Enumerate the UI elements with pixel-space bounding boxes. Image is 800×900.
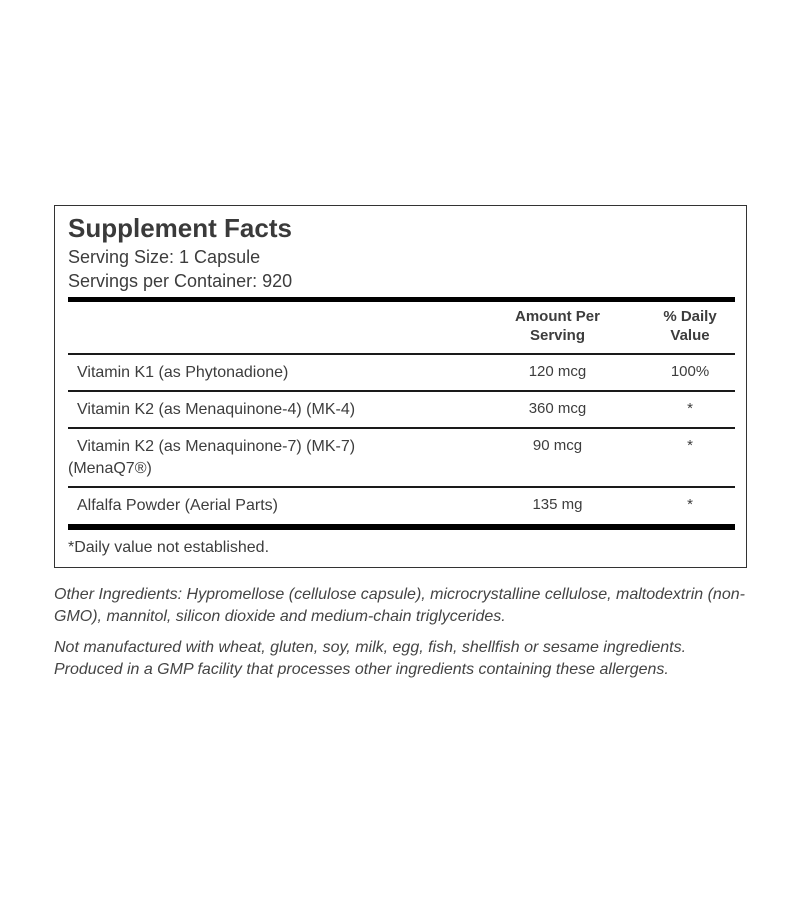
row-dv-vitamin-k2-mk7: *	[687, 437, 693, 454]
row-divider	[68, 390, 735, 392]
header-daily-value: % Daily Value	[663, 308, 717, 344]
row-name-vitamin-k2-mk4: Vitamin K2 (as Menaquinone-4) (MK-4)	[77, 401, 356, 418]
row-amount-vitamin-k1: 120 mcg	[528, 363, 587, 380]
daily-value-footnote: *Daily value not established.	[68, 539, 270, 556]
row-dv-alfalfa-powder: *	[687, 496, 693, 513]
header-amount-per-serving: Amount Per Serving	[514, 308, 600, 344]
row-dv-vitamin-k1: 100%	[670, 363, 710, 380]
row-amount-vitamin-k2-mk7: 90 mcg	[532, 437, 583, 454]
row-amount-vitamin-k2-mk4: 360 mcg	[528, 400, 587, 417]
serving-size: Serving Size: 1 Capsule	[68, 247, 261, 267]
row-name-vitamin-k2-mk7: Vitamin K2 (as Menaquinone-7) (MK-7) (MenaQ7®)	[68, 438, 356, 477]
header-divider	[68, 353, 735, 355]
row-divider	[68, 486, 735, 488]
facts-title: Supplement Facts	[68, 213, 292, 243]
allergen-statement: Not manufactured with wheat, gluten, soy, milk, egg, fish, shellfish or sesame ingredients. Produced in a GMP facility that processes other ingredients containing these allergens.	[54, 639, 687, 678]
thick-divider-bottom	[68, 524, 735, 530]
row-dv-vitamin-k2-mk4: *	[687, 400, 693, 417]
row-amount-alfalfa-powder: 135 mg	[532, 496, 583, 513]
other-ingredients: Other Ingredients: Hypromellose (cellulose capsule), microcrystalline cellulose, maltodextrin (non-GMO), mannitol, silicon dioxide and medium-chain triglycerides.	[54, 586, 745, 625]
row-name-alfalfa-powder: Alfalfa Powder (Aerial Parts)	[77, 497, 278, 514]
servings-per-container: Servings per Container: 920	[68, 271, 293, 291]
row-divider	[68, 427, 735, 429]
supplement-facts-panel	[54, 205, 747, 568]
thick-divider-top	[68, 297, 735, 302]
row-name-vitamin-k1: Vitamin K1 (as Phytonadione)	[77, 364, 289, 381]
